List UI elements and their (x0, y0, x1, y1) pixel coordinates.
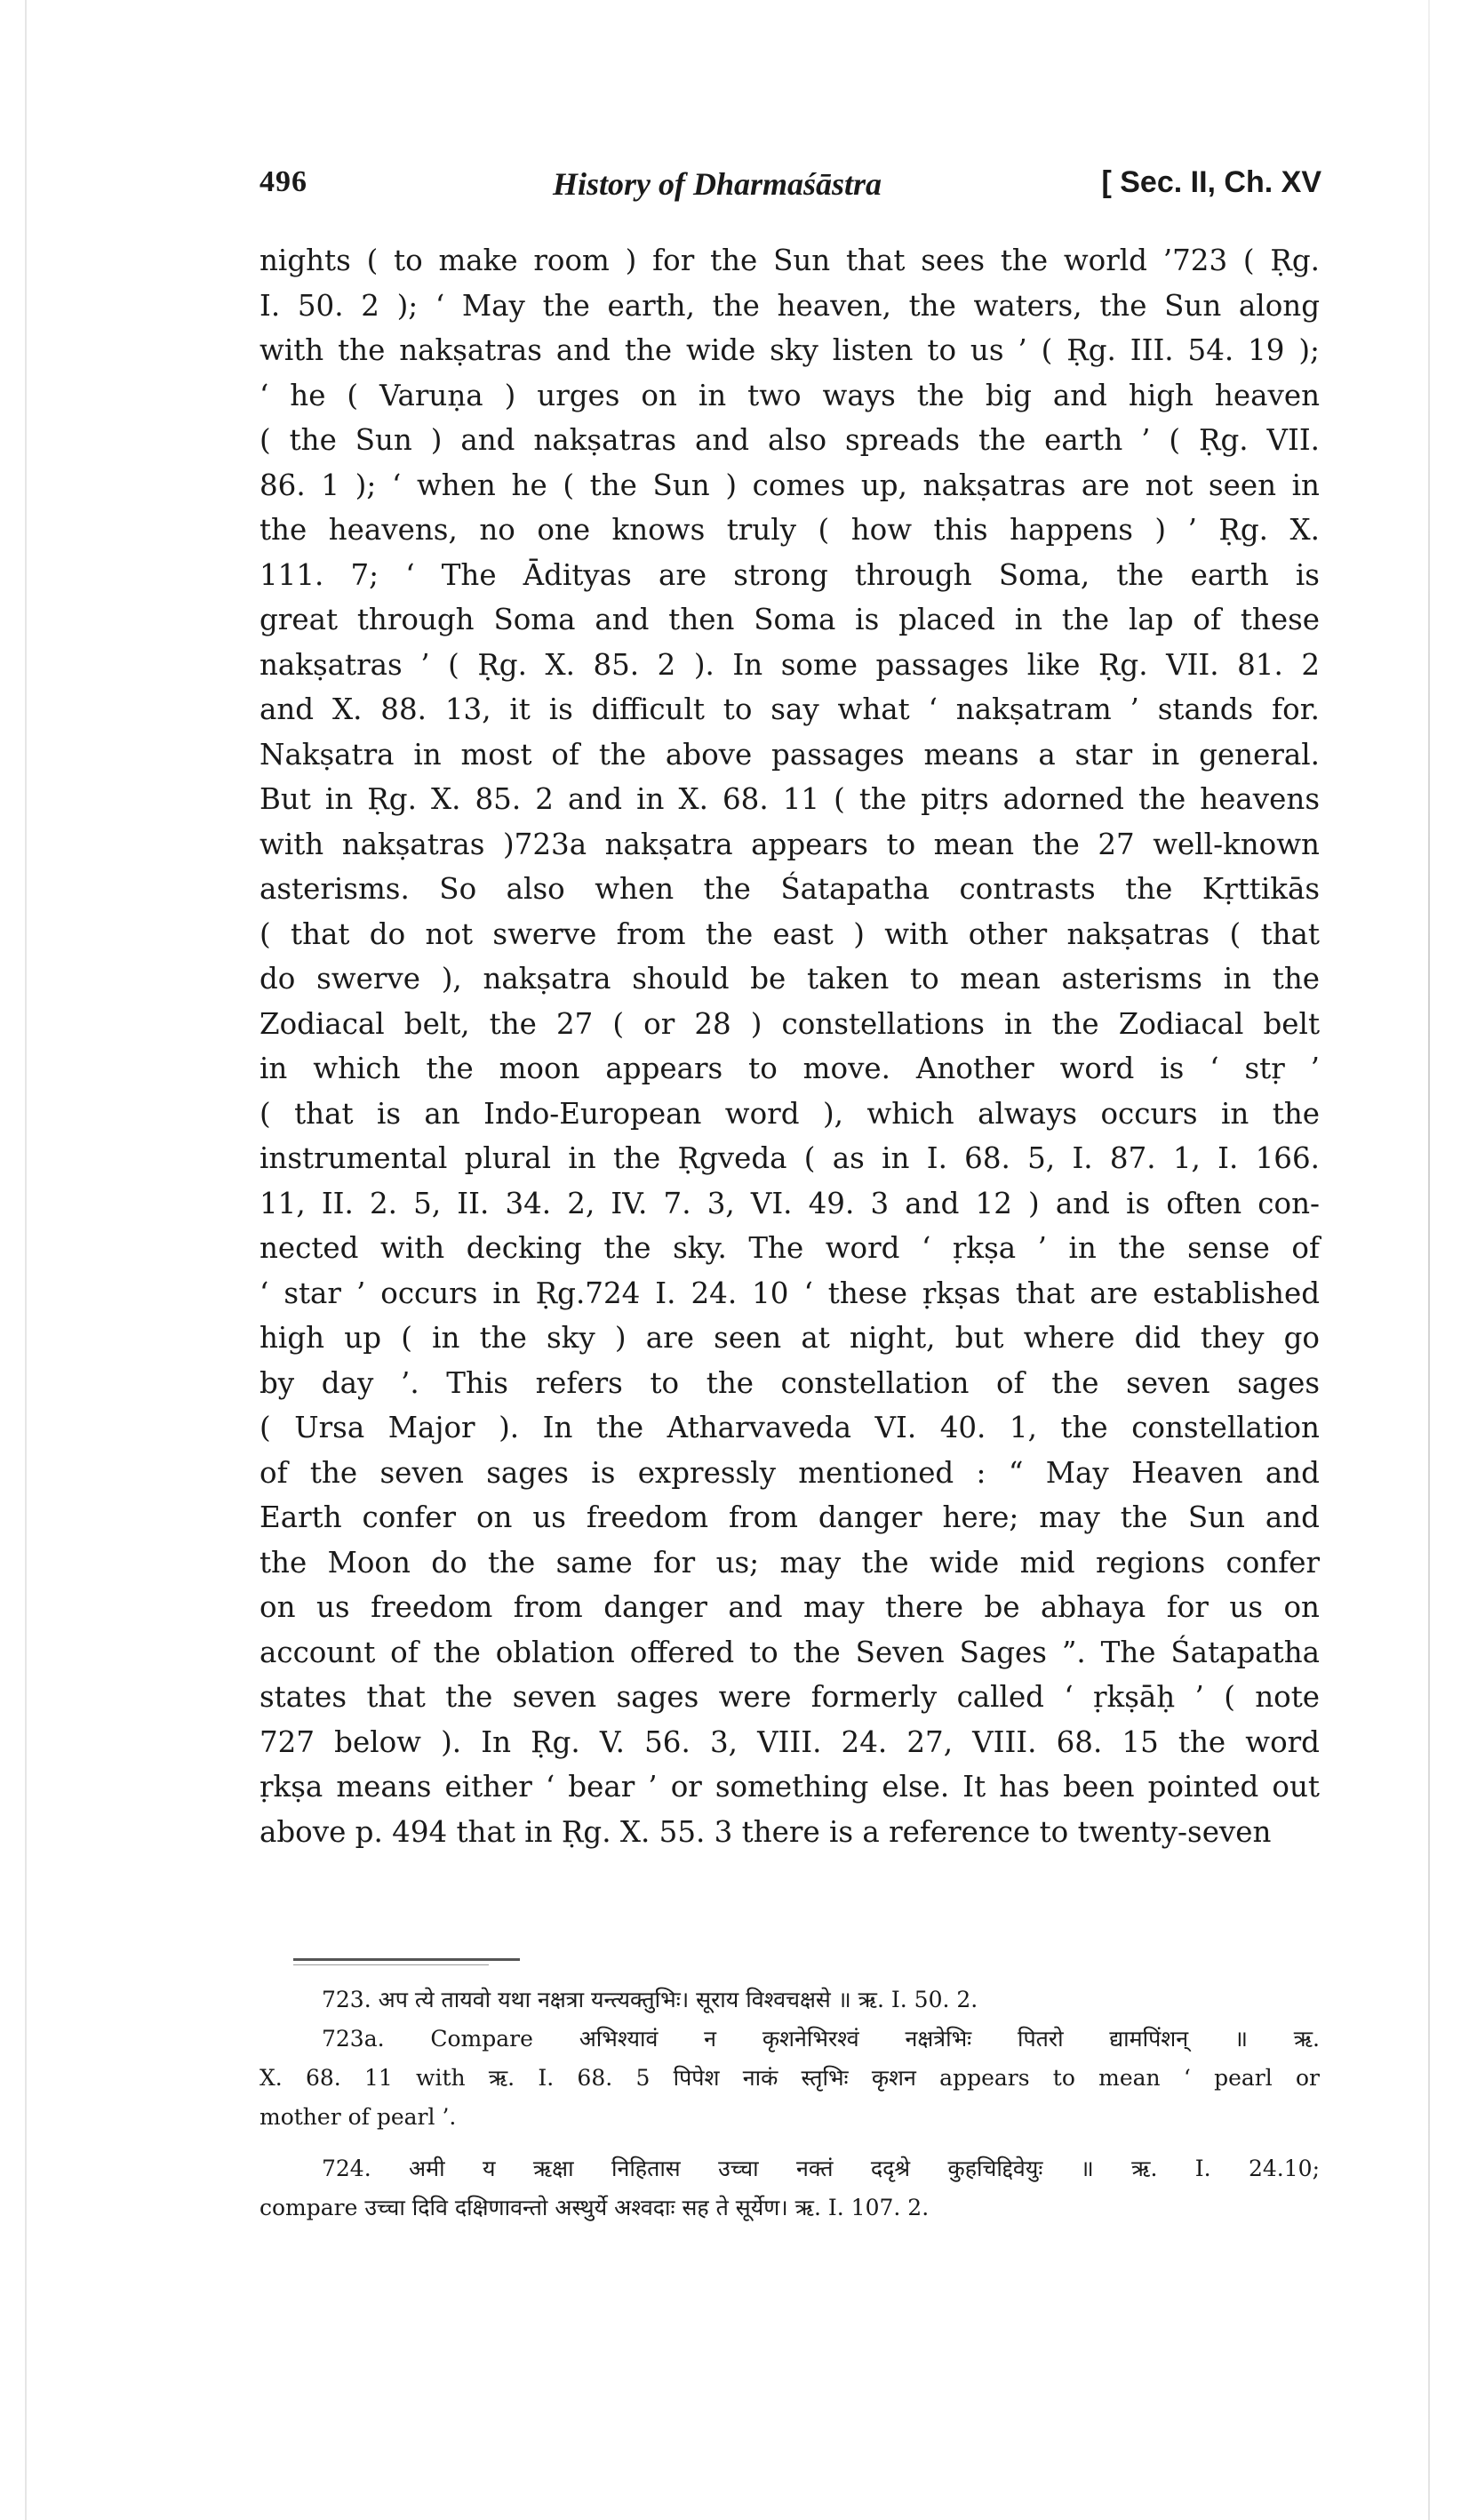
body-line: by day ’. This refers to the constellation of the seven sages (259, 1365, 1320, 1400)
body-line: But in Ṛg. X. 85. 2 and in X. 68. 11 ( the pitṛs adorned the heavens (259, 782, 1320, 816)
body-line: above p. 494 that in Ṛg. X. 55. 3 there is a reference to twenty-seven (259, 1814, 1272, 1849)
body-line: ṛkṣa means either ‘ bear ’ or something else. It has been pointed out (259, 1770, 1320, 1804)
footnote-724: 724. अमी य ऋक्षा निहितास उच्चा नक्तं ददृश्रे कुहचिद्दिवेयुः ॥ ऋ. I. 24.10; (322, 2156, 1320, 2181)
body-line: the heavens, no one knows truly ( how this happens ) ’ Ṛg. X. (259, 513, 1320, 547)
body-line: Zodiacal belt, the 27 ( or 28 ) constellations in the Zodiacal belt (259, 1006, 1320, 1041)
body-line: with the nakṣatras and the wide sky listen to us ’ ( Ṛg. III. 54. 19 ); (259, 333, 1320, 367)
body-line: high up ( in the sky ) are seen at night, but where did they go (259, 1321, 1320, 1355)
body-line: with nakṣatras )723a nakṣatra appears to mean the 27 well-known (259, 827, 1320, 861)
footnote-separator-underline (293, 1964, 489, 1965)
body-line: account of the oblation offered to the Seven Sages ”. The Śatapatha (259, 1635, 1320, 1669)
page-number: 496 (259, 165, 307, 198)
footnote-line: compare उच्चा दिवि दक्षिणावन्तो अस्थुर्ये अश्वदाः सह ते सूर्येण। ऋ. I. 107. 2. (259, 2195, 930, 2220)
body-line: ‘ he ( Varuṇa ) urges on in two ways the big and high heaven (259, 378, 1320, 412)
body-line: nights ( to make room ) for the Sun that sees the world ’723 ( Ṛg. (259, 244, 1320, 277)
body-text (259, 238, 1320, 1854)
body-line: 727 below ). In Ṛg. V. 56. 3, VIII. 24. 27, VIII. 68. 15 the word (259, 1724, 1320, 1759)
body-line: in which the moon appears to move. Another word is ‘ stṛ ’ (259, 1052, 1320, 1085)
footnote-line: X. 68. 11 with ऋ. I. 68. 5 पिपेश नाकं स्तृभिः कृशन appears to mean ‘ pearl or (259, 2065, 1320, 2091)
body-line: ( that is an Indo-European word ), which always occurs in the (259, 1096, 1320, 1131)
body-line: ‘ star ’ occurs in Ṛg.724 I. 24. 10 ‘ these ṛkṣas that are established (259, 1276, 1320, 1310)
body-line: Earth confer on us freedom from danger here; may the Sun and (259, 1500, 1320, 1534)
body-line: instrumental plural in the Ṛgveda ( as in I. 68. 5, I. 87. 1, I. 166. (259, 1141, 1320, 1175)
body-line: nakṣatras ’ ( Ṛg. X. 85. 2 ). In some passages like Ṛg. VII. 81. 2 (259, 647, 1320, 682)
body-line: on us freedom from danger and may there be abhaya for us on (259, 1590, 1320, 1624)
body-line: great through Soma and then Soma is placed in the lap of these (259, 603, 1320, 636)
page-left-edge (25, 0, 27, 2520)
body-line: ( that do not swerve from the east ) with other nakṣatras ( that (259, 916, 1320, 951)
footnote-723a: 723a. Compare अभिश्यावं न कृशनेभिरश्वं नक्षत्रेभिः पितरो द्यामपिंशन् ॥ ऋ. (322, 2026, 1320, 2052)
footnote-separator (293, 1958, 520, 1961)
body-line: do swerve ), nakṣatra should be taken to mean asterisms in the (259, 962, 1320, 996)
body-line: and X. 88. 13, it is difficult to say what ‘ nakṣatram ’ stands for. (259, 692, 1320, 726)
body-line: ( Ursa Major ). In the Atharvaveda VI. 40. 1, the constellation (259, 1411, 1320, 1444)
footnotes (259, 1980, 1320, 2228)
running-title: History of Dharmaśāstra (553, 166, 882, 202)
body-line: 111. 7; ‘ The Ādityas are strong through Soma, the earth is (259, 557, 1320, 592)
body-line: 86. 1 ); ‘ when he ( the Sun ) comes up, nakṣatras are not seen in (259, 468, 1320, 502)
body-line: Nakṣatra in most of the above passages means a star in general. (259, 737, 1320, 772)
footnote-723: 723. अप त्ये तायवो यथा नक्षत्रा यन्त्यक्तुभिः। सूराय विश्वचक्षसे ॥ ऋ. I. 50. 2. (322, 1987, 978, 2012)
body-line: I. 50. 2 ); ‘ May the earth, the heaven, the waters, the Sun along (259, 288, 1320, 323)
footnote-line: mother of pearl ’. (259, 2104, 457, 2130)
page-header (259, 165, 1321, 208)
section-reference: [ Sec. II, Ch. XV (1101, 165, 1321, 199)
body-line: of the seven sages is expressly mentioned : “ May Heaven and (259, 1455, 1320, 1490)
body-line: states that the seven sages were formerly called ‘ ṛkṣāḥ ’ ( note (259, 1680, 1320, 1714)
body-line: asterisms. So also when the Śatapatha contrasts the Kṛttikās (259, 872, 1320, 906)
page-right-edge (1428, 0, 1430, 2520)
body-line: nected with decking the sky. The word ‘ ṛkṣa ’ in the sense of (259, 1231, 1320, 1265)
body-line: 11, II. 2. 5, II. 34. 2, IV. 7. 3, VI. 49. 3 and 12 ) and is often con- (259, 1186, 1320, 1220)
body-line: the Moon do the same for us; may the wide mid regions confer (259, 1545, 1320, 1580)
body-line: ( the Sun ) and nakṣatras and also spreads the earth ’ ( Ṛg. VII. (259, 423, 1320, 457)
